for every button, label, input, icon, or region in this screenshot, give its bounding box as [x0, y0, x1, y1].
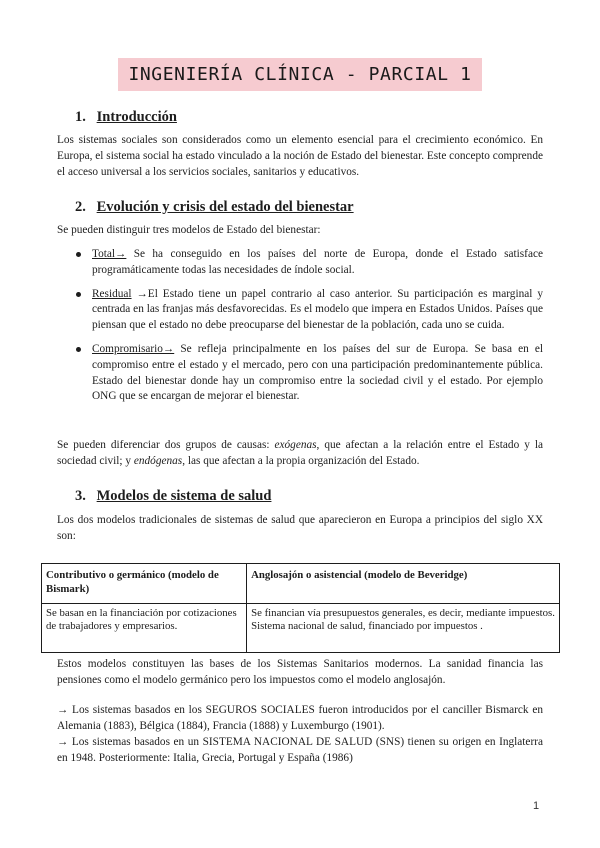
bullet-dot-icon [76, 292, 81, 297]
causes-exogenas: exógenas [274, 439, 317, 451]
title-banner [0, 58, 600, 91]
bullet-dot-icon [76, 347, 81, 352]
arrow-paragraph-seguros: → Los sistemas basados en los SEGUROS SOCIALES fueron introducidos por el canciller Bismarck en Alemania (1883), Bélgica (1884), Francia (1888) y Luxemburgo (1901). [57, 704, 543, 732]
list-item-compromisario [57, 342, 543, 405]
term-compromisario: Compromisario→ [92, 342, 175, 355]
arrow-paragraph-sns: → Los sistemas basados en un SISTEMA NACIONAL DE SALUD (SNS) tienen su origen en Inglaterra en 1948. Posteriormente: Italia, Grecia, Portugal y España (1986) [57, 736, 543, 764]
term-residual: Residual [92, 287, 132, 300]
models-lead: Los dos modelos tradicionales de sistemas de salud que aparecieron en Europa a principios del siglo XX son: [57, 514, 543, 542]
section-1-heading [75, 108, 177, 126]
section-2-number: 2. [75, 199, 86, 215]
causes-endogenas: endógenas [133, 454, 183, 467]
bullet-text-compromisario: Se refleja principalmente en los países del sur de Europa. Se basa en el compromiso entre el estado y el mercado, pero con una participación predominantemente pública. Estado del bienestar donde hay un compromiso entre la sociedad civil y el estado. Por ejemplo ONG que se encargan de mejorar el bienestar. [92, 342, 543, 403]
bullet-dot-icon [76, 252, 81, 257]
intro-paragraph: Los sistemas sociales son considerados como un elemento esencial para el crecimiento económico. En Europa, el sistema social ha estado vinculado a la noción de Estado del bienestar. Este concepto comprende el acceso universal a los servicios sociales, sanitarios y educativos. [57, 134, 543, 178]
cell-beveridge: Se financian vía presupuestos generales, es decir, mediante impuestos. Sistema nacional de salud, financiado por impuestos . [247, 603, 560, 652]
document-title: INGENIERÍA CLÍNICA - PARCIAL 1 [118, 58, 481, 91]
table-header-row [42, 564, 560, 604]
table-row [42, 603, 560, 652]
health-models-table [41, 563, 560, 653]
bullet-text-residual: →El Estado tiene un papel contrario al caso anterior. Su participación es marginal y centrada en las franjas más desfavorecidas. Es el modelo que impera en Estados Unidos. Países que piensan que el estado no debe preocuparse del bienestar de la población, cada uno se cuida. [92, 287, 543, 332]
list-item-residual [57, 287, 543, 334]
header-bismark: Contributivo o germánico (modelo de Bismark) [42, 564, 247, 604]
section-3-number: 3. [75, 488, 86, 504]
section-2-heading [75, 198, 354, 216]
section-1-number: 1. [75, 109, 86, 125]
section-2-title: Evolución y crisis del estado del bienestar [96, 199, 354, 215]
section-1-title: Introducción [96, 109, 177, 125]
bullet-text-total: Se ha conseguido en los países del norte de Europa, donde el Estado satisface programáticamente todas las necesidades de índole social. [92, 248, 543, 276]
causes-text-3: , las que afectan a la propia organización del Estado. [182, 454, 420, 467]
models-after-paragraph: Estos modelos constituyen las bases de los Sistemas Sanitarios modernos. La sanidad financia las pensiones como el modelo germánico pero los impuestos como el modelo anglosajón. [57, 658, 543, 686]
list-item-total [57, 247, 543, 279]
section-3-title: Modelos de sistema de salud [96, 488, 272, 504]
welfare-models-list [57, 247, 543, 405]
cell-bismark: Se basan en la financiación por cotizaciones de trabajadores y empresarios. [42, 603, 247, 652]
section-3-heading [75, 487, 271, 505]
causes-text-1: Se pueden diferenciar dos grupos de causas: [57, 439, 275, 451]
term-total: Total→ [92, 248, 127, 260]
evolution-lead: Se pueden distinguir tres modelos de Estado del bienestar: [57, 224, 321, 236]
causes-paragraph [57, 438, 543, 470]
page-number: 1 [533, 800, 540, 812]
header-beveridge: Anglosajón o asistencial (modelo de Beveridge) [247, 564, 560, 604]
causes-text-2: , que afectan a la relación entre el Estado y la sociedad civil; y [57, 439, 543, 467]
